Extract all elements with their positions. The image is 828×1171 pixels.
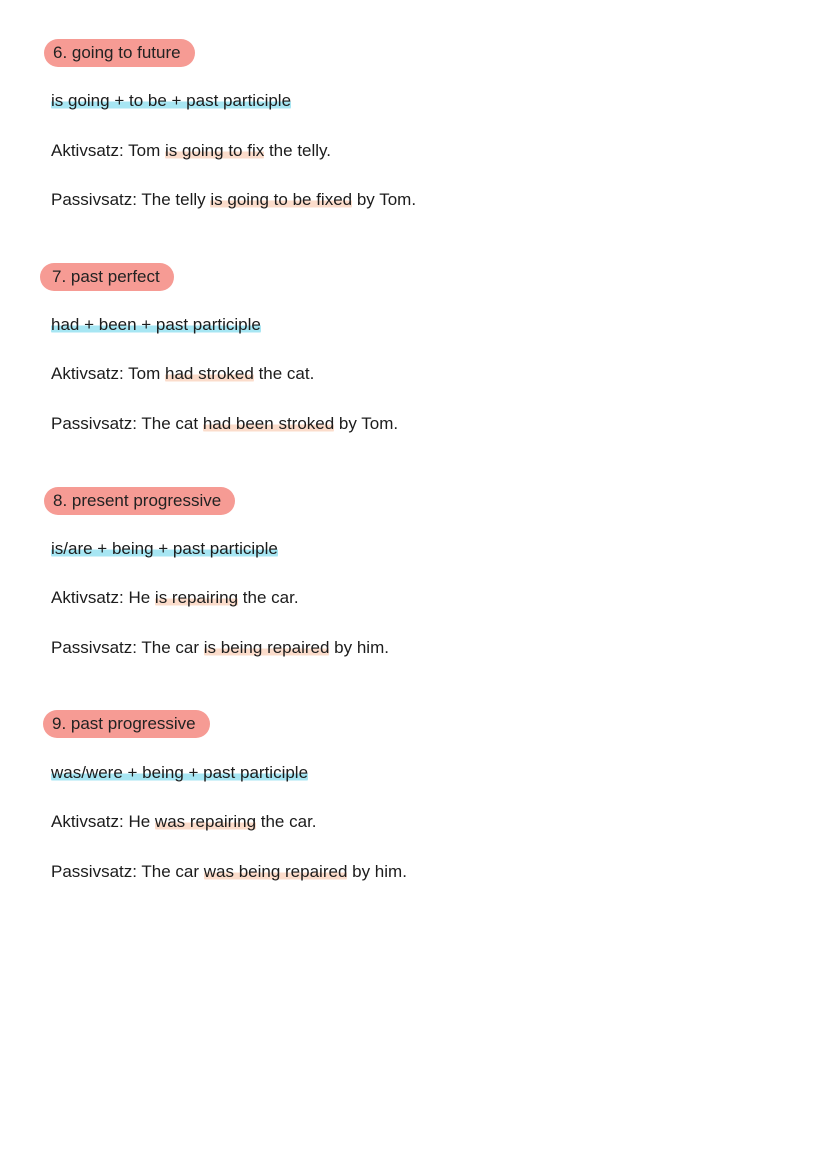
formula-text: is/are + being + past participle [51,539,278,558]
passive-suffix: by him. [347,862,407,881]
section-heading: 7. past perfect [40,263,174,291]
active-verb: is going to fix [165,141,265,160]
passive-sentence [51,412,398,436]
section-heading: 8. present progressive [44,487,235,515]
section-heading: 9. past progressive [43,710,210,738]
active-prefix: Aktivsatz: He [51,812,155,831]
active-suffix: the telly. [264,141,332,160]
formula-line [51,761,308,785]
passive-sentence [51,636,389,660]
active-sentence [51,586,299,610]
active-suffix: the cat. [253,364,315,383]
passive-prefix: Passivsatz: The car [51,862,204,881]
passive-suffix: by Tom. [352,190,417,209]
active-prefix: Aktivsatz: Tom [51,141,165,160]
passive-prefix: Passivsatz: The car [51,638,204,657]
passive-verb: is being repaired [203,638,330,657]
passive-sentence [51,188,416,212]
active-verb: had stroked [165,364,254,383]
active-suffix: the car. [256,812,317,831]
active-prefix: Aktivsatz: He [51,588,155,607]
active-suffix: the car. [238,588,299,607]
formula-line [51,89,291,113]
formula-text: was/were + being + past participle [51,763,309,782]
passive-prefix: Passivsatz: The telly [51,190,211,209]
active-verb: is repairing [154,588,239,607]
formula-line [51,313,261,337]
active-prefix: Aktivsatz: Tom [51,364,165,383]
section-heading: 6. going to future [44,39,195,67]
formula-line [51,537,278,561]
passive-sentence [51,860,407,884]
active-verb: was repairing [154,812,257,831]
passive-prefix: Passivsatz: The cat [51,414,203,433]
passive-verb: was being repaired [203,862,348,881]
active-sentence [51,139,331,163]
passive-verb: is going to be fixed [210,190,353,209]
active-sentence [51,362,314,386]
passive-suffix: by him. [329,638,389,657]
passive-verb: had been stroked [202,414,335,433]
formula-text: had + been + past participle [51,315,261,334]
formula-text: is going + to be + past participle [51,91,292,110]
passive-suffix: by Tom. [334,414,399,433]
active-sentence [51,810,317,834]
